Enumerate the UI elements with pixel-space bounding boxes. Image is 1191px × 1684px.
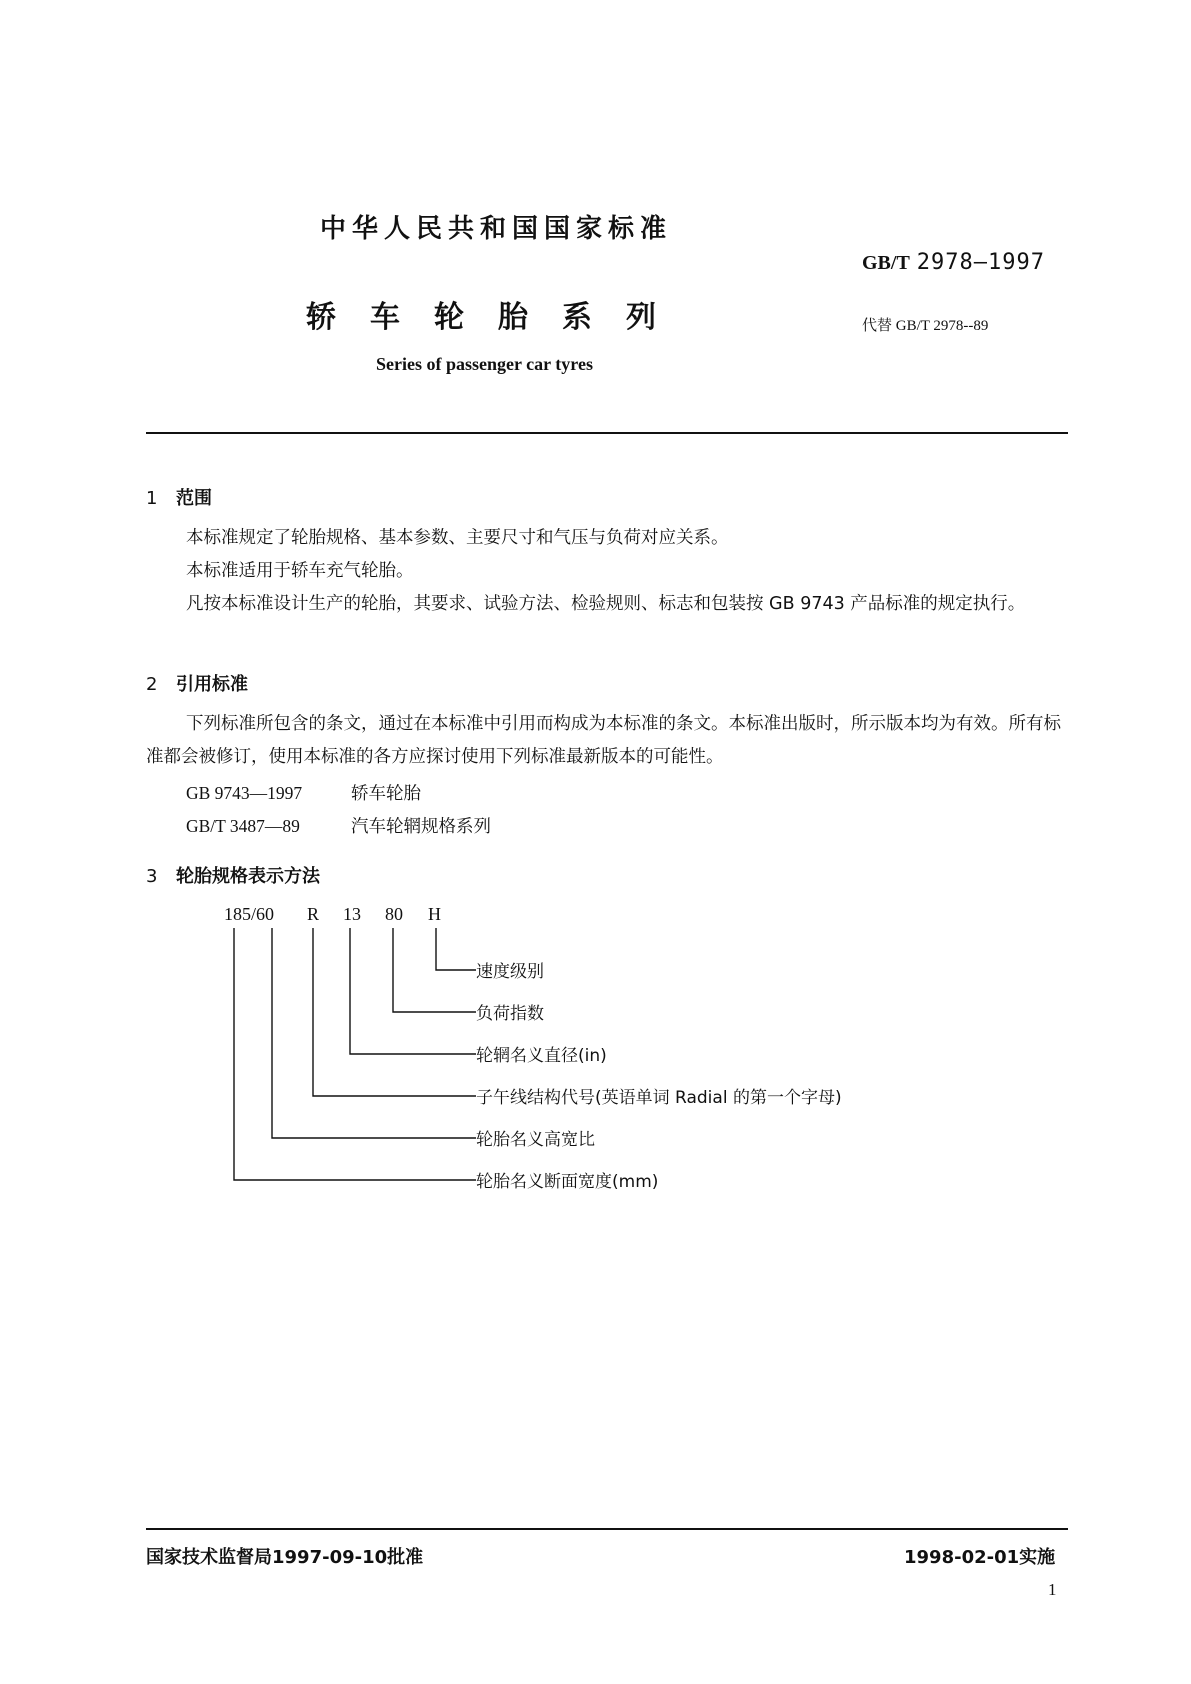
- country-standard-title: 中华人民共和国国家标准: [320, 214, 673, 244]
- section-number: 3: [146, 866, 158, 887]
- reference-title: 汽车轮辋规格系列: [351, 817, 491, 837]
- designation-part-structure: R: [307, 904, 320, 924]
- designation-part-width-ratio: 185/60: [224, 904, 275, 924]
- document-title-en: Series of passenger car tyres: [376, 354, 593, 374]
- designation-label-aspect-ratio: 轮胎名义高宽比: [476, 1130, 595, 1150]
- document-title-cn: 轿车轮胎系列: [306, 300, 690, 335]
- paragraph: 本标准适用于轿车充气轮胎。: [186, 561, 414, 581]
- implementation-date: 1998-02-01实施: [904, 1547, 1056, 1568]
- page-number: 1: [1048, 1580, 1057, 1599]
- section-number: 2: [146, 674, 158, 695]
- section-title: 范围: [176, 488, 212, 509]
- paragraph: 下列标准所包含的条文，通过在本标准中引用而构成为本标准的条文。本标准出版时，所示版本均为有效。所有标准都会被修订，使用本标准的各方应探讨使用下列标准最新版本的可能性。: [146, 714, 1061, 767]
- paragraph: 本标准规定了轮胎规格、基本参数、主要尺寸和气压与负荷对应关系。: [186, 528, 729, 548]
- approval-date: 国家技术监督局1997-09-10批准: [146, 1547, 424, 1568]
- reference-title: 轿车轮胎: [351, 784, 421, 804]
- standard-code: 2978—1997: [916, 250, 1046, 275]
- section-title: 轮胎规格表示方法: [176, 866, 320, 887]
- designation-part-rim-diameter: 13: [343, 904, 361, 924]
- footer-divider: [146, 1528, 1068, 1530]
- designation-label-speed: 速度级别: [476, 962, 544, 982]
- section-title: 引用标准: [176, 674, 248, 695]
- designation-label-structure: 子午线结构代号(英语单词 Radial 的第一个字母): [476, 1088, 842, 1108]
- section-number: 1: [146, 488, 158, 509]
- designation-label-section-width: 轮胎名义断面宽度(mm): [476, 1172, 659, 1192]
- designation-part-speed: H: [428, 904, 441, 924]
- standard-prefix: GB/T: [862, 252, 910, 274]
- designation-label-rim-diameter: 轮辋名义直径(in): [476, 1046, 607, 1066]
- designation-label-load-index: 负荷指数: [476, 1004, 544, 1024]
- designation-part-load-index: 80: [385, 904, 403, 924]
- replaces-standard: 代替 GB/T 2978--89: [862, 318, 989, 334]
- reference-code: GB/T 3487—89: [186, 816, 300, 836]
- reference-code: GB 9743—1997: [186, 783, 303, 803]
- paragraph: 凡按本标准设计生产的轮胎，其要求、试验方法、检验规则、标志和包装按 GB 9743 产品标准的规定执行。: [186, 594, 1026, 614]
